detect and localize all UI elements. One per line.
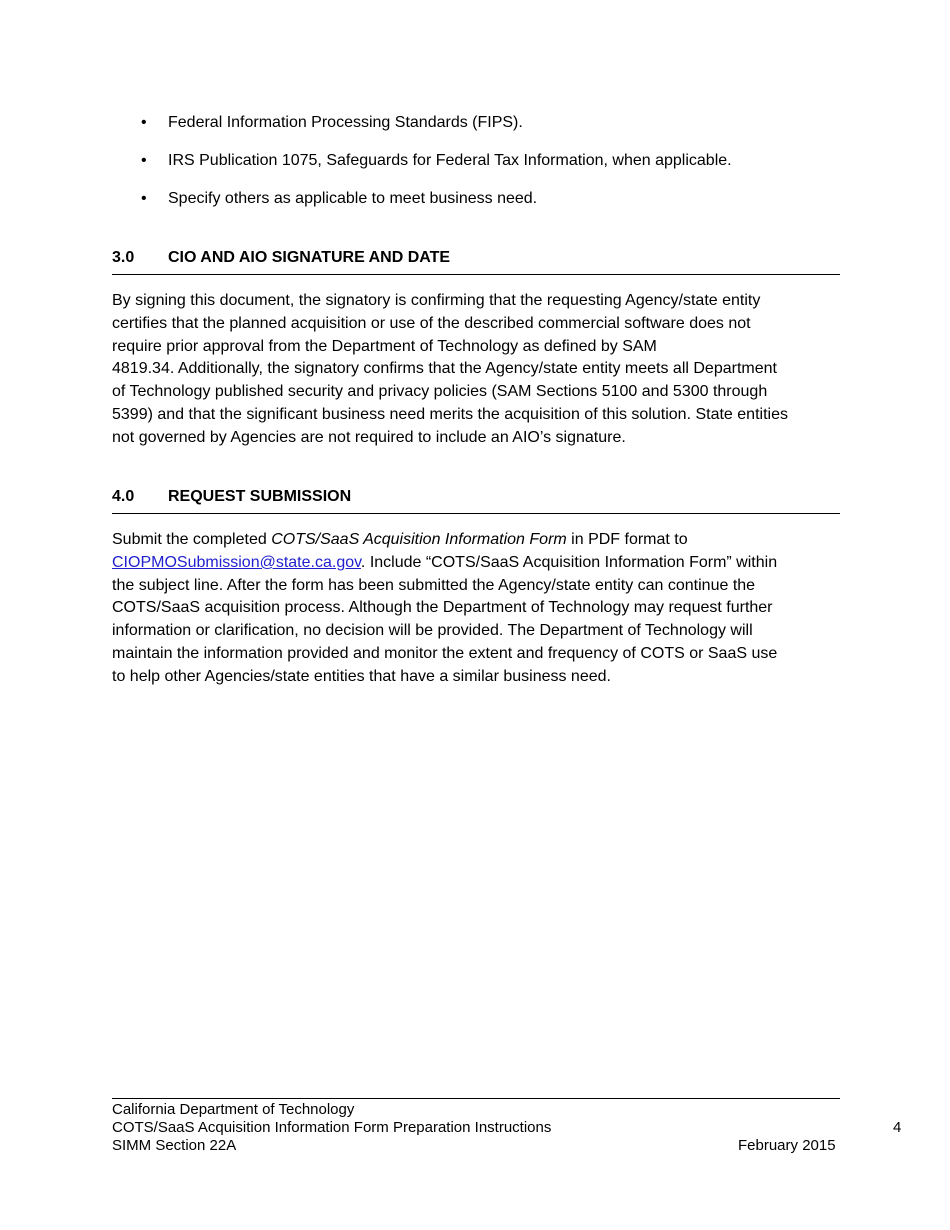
- paragraph-line: not governed by Agencies are not required to include an AIO’s signature.: [112, 429, 626, 446]
- paragraph-line: [112, 530, 688, 550]
- footer-date: February 2015: [738, 1137, 836, 1154]
- footer-organization: California Department of Technology: [112, 1101, 355, 1118]
- form-title-italic: COTS/SaaS Acquisition Information Form: [271, 531, 567, 548]
- submission-email-link[interactable]: CIOPMOSubmission@state.ca.gov: [112, 554, 361, 571]
- footer-divider: [112, 1098, 840, 1099]
- text-segment: in PDF format to: [566, 531, 688, 548]
- bullet-item-fips: Federal Information Processing Standards (FIPS).: [168, 114, 523, 131]
- section-heading-3: [112, 248, 840, 275]
- bullet-dot: •: [141, 114, 147, 131]
- section-title: REQUEST SUBMISSION: [168, 488, 352, 505]
- paragraph-line: By signing this document, the signatory is confirming that the requesting Agency/state entity: [112, 292, 761, 309]
- paragraph-line: of Technology published security and privacy policies (SAM Sections 5100 and 5300 through: [112, 383, 768, 400]
- footer-simm-section: SIMM Section 22A: [112, 1137, 237, 1154]
- section-number: 3.0: [112, 249, 135, 266]
- bullet-dot: •: [141, 152, 147, 169]
- text-segment: . Include “COTS/SaaS Acquisition Information Form” within: [360, 554, 778, 571]
- footer-document-title: COTS/SaaS Acquisition Information Form Preparation Instructions: [112, 1119, 552, 1136]
- bullet-item-irs: IRS Publication 1075, Safeguards for Federal Tax Information, when applicable.: [168, 152, 732, 169]
- section-title: CIO AND AIO SIGNATURE AND DATE: [168, 249, 451, 266]
- paragraph-line: 4819.34. Additionally, the signatory confirms that the Agency/state entity meets all Department: [112, 360, 777, 377]
- paragraph-line: certifies that the planned acquisition or use of the described commercial software does not: [112, 315, 751, 332]
- page-number: 4: [893, 1119, 902, 1136]
- paragraph-line: [112, 553, 777, 573]
- bullet-dot: •: [141, 190, 147, 207]
- paragraph-line: COTS/SaaS acquisition process. Although the Department of Technology may request further: [112, 599, 773, 616]
- paragraph-line: the subject line. After the form has been submitted the Agency/state entity can continue the: [112, 577, 756, 594]
- bullet-item-others: Specify others as applicable to meet business need.: [168, 190, 538, 207]
- section-heading-4: [112, 487, 840, 514]
- text-segment: Submit the completed: [112, 531, 272, 548]
- paragraph-line: to help other Agencies/state entities that have a similar business need.: [112, 668, 611, 685]
- paragraph-line: information or clarification, no decision will be provided. The Department of Technology will: [112, 622, 753, 639]
- paragraph-line: maintain the information provided and monitor the extent and frequency of COTS or SaaS use: [112, 645, 778, 662]
- paragraph-line: require prior approval from the Department of Technology as defined by SAM: [112, 338, 657, 355]
- paragraph-line: 5399) and that the significant business need merits the acquisition of this solution. State entities: [112, 406, 788, 423]
- section-number: 4.0: [112, 488, 135, 505]
